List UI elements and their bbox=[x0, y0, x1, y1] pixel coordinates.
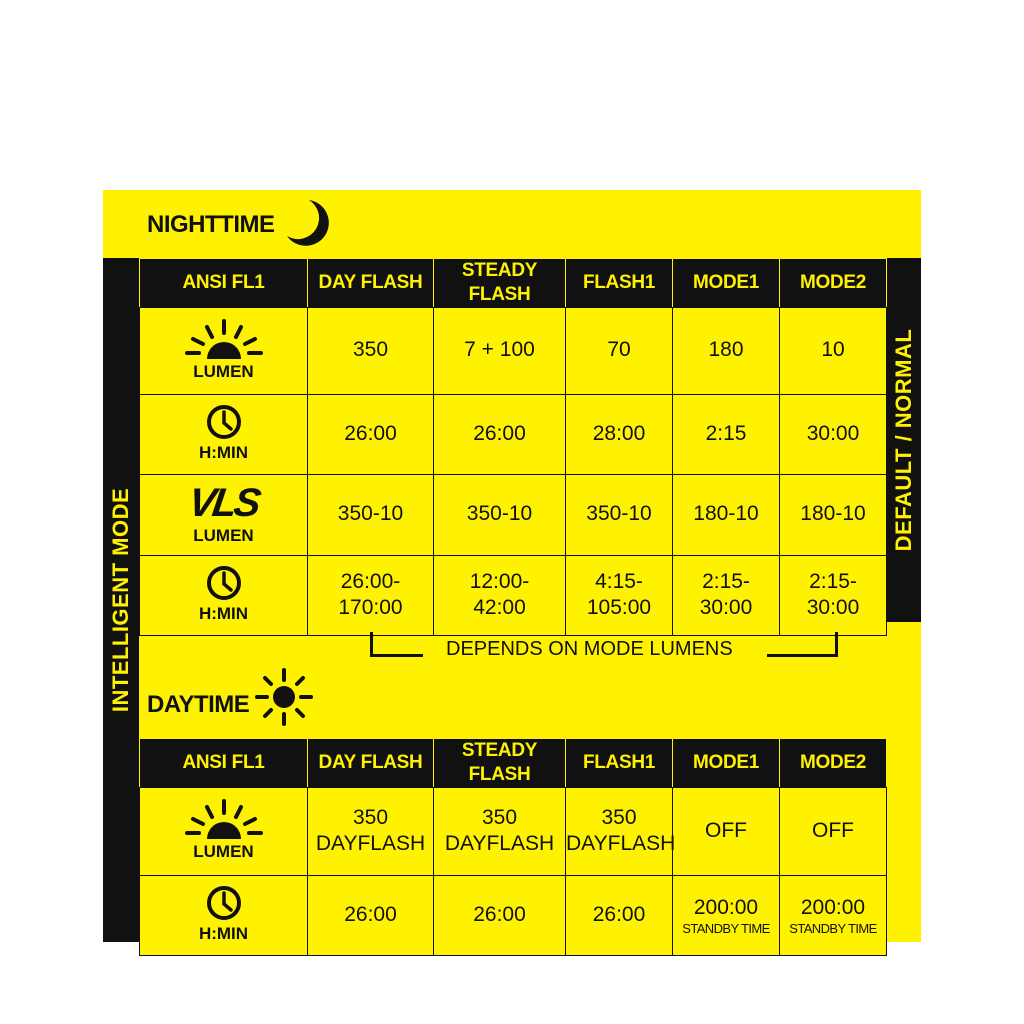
row-label-cell bbox=[140, 787, 308, 875]
cell-line: STANDBY TIME bbox=[789, 920, 877, 936]
table-row bbox=[140, 555, 887, 635]
column-header: MODE1 bbox=[673, 739, 780, 788]
cell-line: 42:00 bbox=[473, 596, 526, 619]
value-cell: 180 bbox=[673, 307, 780, 394]
value-cell bbox=[566, 787, 676, 875]
value-cell: OFF bbox=[780, 787, 887, 875]
value-cell: 30:00 bbox=[780, 394, 887, 474]
row-label-cell bbox=[140, 474, 308, 555]
value-cell: 28:00 bbox=[566, 394, 673, 474]
value-cell bbox=[308, 787, 434, 875]
value-cell: 2:15 bbox=[673, 394, 780, 474]
value-cell: 350-10 bbox=[308, 474, 434, 555]
clock-icon bbox=[206, 404, 242, 440]
cell-line: STANDBY TIME bbox=[682, 920, 770, 936]
column-header: FLASH1 bbox=[566, 259, 673, 308]
column-header: FLASH1 bbox=[566, 739, 673, 788]
column-header: MODE2 bbox=[780, 259, 887, 308]
column-header: DAY FLASH bbox=[308, 259, 434, 308]
cell-line: 105:00 bbox=[586, 596, 652, 619]
value-cell: 350 bbox=[308, 307, 434, 394]
cell-line: 4:15- bbox=[595, 569, 643, 593]
table-row bbox=[140, 787, 887, 875]
value-cell: 350-10 bbox=[434, 474, 566, 555]
daytime-table bbox=[139, 738, 887, 956]
value-cell bbox=[780, 875, 887, 955]
value-cell: 10 bbox=[780, 307, 887, 394]
default-normal-label: DEFAULT / NORMAL bbox=[890, 328, 916, 552]
cell-line: 2:15- bbox=[809, 569, 857, 593]
table-row bbox=[140, 474, 887, 555]
moon-icon bbox=[283, 198, 329, 248]
depends-note bbox=[370, 632, 838, 662]
cell-line: 26:00- bbox=[340, 569, 401, 593]
depends-note-text: DEPENDS ON MODE LUMENS bbox=[446, 638, 733, 660]
cell-line: 12:00- bbox=[469, 569, 530, 593]
value-cell: 26:00 bbox=[434, 875, 566, 955]
intelligent-mode-label: INTELLIGENT MODE bbox=[108, 487, 133, 713]
column-header: ANSI FL1 bbox=[140, 259, 308, 308]
value-cell bbox=[673, 555, 780, 635]
value-cell: 7 + 100 bbox=[434, 307, 566, 394]
row-unit-label: LUMEN bbox=[193, 361, 254, 381]
row-unit-label: LUMEN bbox=[193, 525, 254, 545]
value-cell: 26:00 bbox=[434, 394, 566, 474]
cell-line: DAYFLASH bbox=[566, 832, 676, 855]
column-header: MODE1 bbox=[673, 259, 780, 308]
row-label-cell bbox=[140, 875, 308, 955]
daytime-title: DAYTIME bbox=[147, 691, 250, 718]
value-cell bbox=[566, 555, 673, 635]
table-row bbox=[140, 394, 887, 474]
value-cell: 180-10 bbox=[780, 474, 887, 555]
value-cell: 70 bbox=[566, 307, 673, 394]
row-unit-label: H:MIN bbox=[198, 443, 249, 463]
sun-icon bbox=[255, 668, 313, 726]
clock-icon bbox=[206, 885, 242, 921]
nighttime-title: NIGHTTIME bbox=[147, 211, 275, 238]
column-header: STEADY FLASH bbox=[434, 739, 566, 788]
value-cell bbox=[434, 787, 566, 875]
value-cell: 180-10 bbox=[673, 474, 780, 555]
column-header: STEADY FLASH bbox=[434, 259, 566, 308]
value-cell bbox=[434, 555, 566, 635]
column-header: MODE2 bbox=[780, 739, 887, 788]
row-label-cell bbox=[140, 555, 308, 635]
cell-line: 350 bbox=[481, 805, 518, 829]
table-row bbox=[140, 875, 887, 955]
value-cell bbox=[308, 555, 434, 635]
cell-line: 170:00 bbox=[338, 596, 403, 619]
vls-logo: VLS bbox=[186, 480, 261, 525]
cell-line: 350 bbox=[352, 805, 389, 829]
cell-line: 2:15- bbox=[702, 569, 750, 593]
value-cell: 26:00 bbox=[308, 394, 434, 474]
row-unit-label: H:MIN bbox=[198, 924, 249, 944]
table-row bbox=[140, 307, 887, 394]
bracket-right bbox=[767, 632, 838, 657]
row-label-cell bbox=[140, 394, 308, 474]
value-cell: 26:00 bbox=[308, 875, 434, 955]
row-unit-label: LUMEN bbox=[193, 842, 254, 862]
cell-line: 200:00 bbox=[693, 896, 759, 920]
row-label-cell bbox=[140, 307, 308, 394]
value-cell: OFF bbox=[673, 787, 780, 875]
column-header: ANSI FL1 bbox=[140, 739, 308, 788]
value-cell: 26:00 bbox=[566, 875, 673, 955]
cell-line: 30:00 bbox=[699, 596, 753, 619]
value-cell bbox=[673, 875, 780, 955]
intelligent-mode-bar bbox=[103, 258, 139, 942]
cell-line: DAYFLASH bbox=[444, 832, 555, 855]
value-cell bbox=[780, 555, 887, 635]
value-cell: 350-10 bbox=[566, 474, 673, 555]
sun-rays-icon bbox=[185, 319, 263, 359]
bracket-left bbox=[370, 632, 423, 657]
cell-line: DAYFLASH bbox=[315, 832, 426, 855]
cell-line: 200:00 bbox=[800, 896, 866, 920]
column-header: DAY FLASH bbox=[308, 739, 434, 788]
row-unit-label: H:MIN bbox=[198, 604, 249, 624]
nighttime-table bbox=[139, 258, 887, 636]
default-normal-bar bbox=[886, 258, 921, 622]
sun-rays-icon bbox=[185, 799, 263, 839]
cell-line: 30:00 bbox=[806, 596, 860, 619]
clock-icon bbox=[206, 565, 242, 601]
cell-line: 350 bbox=[601, 805, 637, 829]
